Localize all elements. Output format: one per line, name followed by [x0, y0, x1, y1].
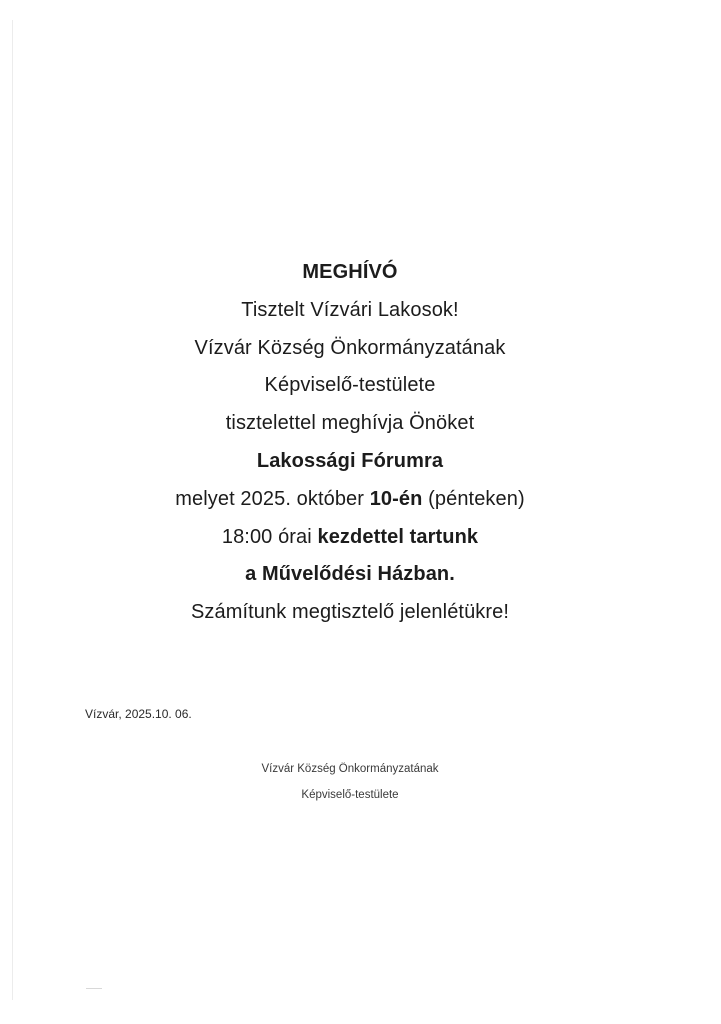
invitation-sender-line-2: Képviselő-testülete	[264, 374, 436, 397]
scan-mark	[86, 988, 102, 989]
scan-edge-shadow	[12, 20, 13, 1000]
invitation-body	[80, 254, 620, 632]
invitation-time-line	[80, 519, 620, 557]
event-start-text: kezdettel tartunk	[317, 525, 479, 548]
event-date: 10-én	[369, 487, 423, 510]
invitation-sender-line-1: Vízvár Község Önkormányzatának	[194, 336, 506, 359]
date-suffix: (pénteken)	[422, 487, 525, 510]
signature-line-1: Vízvár Község Önkormányzatának	[261, 763, 439, 775]
invitation-title: MEGHÍVÓ	[302, 261, 398, 283]
date-prefix: melyet 2025. október	[175, 487, 370, 510]
signature-line-2: Képviselő-testülete	[301, 789, 399, 801]
invitation-event: Lakossági Fórumra	[256, 449, 444, 472]
invitation-closing: Számítunk megtisztelő jelenlétükre!	[190, 601, 510, 624]
invitation-text: tisztelettel meghívja Önöket	[225, 412, 475, 435]
invitation-venue: a Művelődési Házban.	[245, 563, 455, 586]
signature-block	[180, 756, 520, 808]
invitation-date-line	[80, 481, 620, 519]
event-time: 18:00 órai	[221, 525, 318, 548]
invitation-greeting: Tisztelt Vízvári Lakosok!	[241, 298, 459, 321]
place-and-date: Vízvár, 2025.10. 06.	[85, 707, 192, 721]
